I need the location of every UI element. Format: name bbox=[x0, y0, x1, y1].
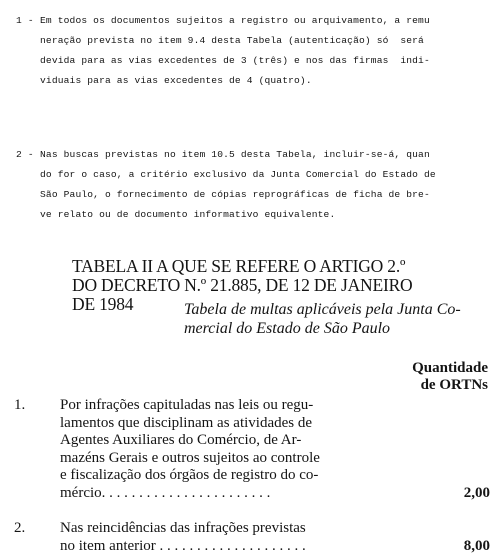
column-header bbox=[412, 360, 488, 394]
note-line: ve relato ou de documento informativo equivalente. bbox=[40, 209, 336, 220]
fine-item-1 bbox=[14, 397, 490, 502]
note-1 bbox=[16, 11, 484, 91]
item-line: Por infrações capituladas nas leis ou regu- bbox=[60, 397, 314, 413]
note-line: devida para as vias excedentes de 3 (três) e nos das firmas indi- bbox=[40, 55, 430, 66]
fine-item-2 bbox=[14, 520, 490, 555]
note-number: 1 - bbox=[16, 15, 34, 26]
item-number: 2. bbox=[14, 520, 26, 536]
item-value: 2,00 bbox=[463, 484, 490, 501]
heading-line: DO DECRETO N.º 21.885, DE 12 DE JANEIRO bbox=[72, 275, 413, 295]
column-header-line: Quantidade bbox=[412, 360, 488, 376]
heading-line: TABELA II A QUE SE REFERE O ARTIGO 2.º bbox=[72, 256, 406, 276]
subtitle-line: Tabela de multas aplicáveis pela Junta Co- bbox=[184, 301, 461, 318]
item-line: Agentes Auxiliares do Comércio, de Ar- bbox=[60, 432, 302, 448]
subtitle-line: mercial do Estado de São Paulo bbox=[184, 320, 391, 337]
item-description bbox=[60, 520, 390, 555]
item-value: 8,00 bbox=[463, 537, 490, 554]
note-line: neração prevista no item 9.4 desta Tabela (autenticação) só será bbox=[40, 35, 424, 46]
item-number: 1. bbox=[14, 397, 26, 413]
note-line: Nas buscas previstas no item 10.5 desta Tabela, incluir-se-á, quan bbox=[40, 149, 430, 160]
note-line: Em todos os documentos sujeitos a registro ou arquivamento, a remu bbox=[40, 15, 430, 26]
item-line: no item anterior . . . . . . . . . . . . . . . . . . . . bbox=[60, 537, 306, 554]
item-line: Nas reincidências das infrações previstas bbox=[60, 520, 306, 536]
note-2 bbox=[16, 145, 484, 225]
item-description bbox=[60, 397, 390, 502]
table-subtitle bbox=[184, 300, 488, 338]
item-line: mazéns Gerais e outros sujeitos ao controle bbox=[60, 449, 320, 466]
note-line: do for o caso, a critério exclusivo da Junta Comercial do Estado de bbox=[40, 169, 436, 180]
item-line: e fiscalização dos órgãos de registro do co- bbox=[60, 467, 319, 483]
item-line: lamentos que disciplinam as atividades de bbox=[60, 414, 313, 431]
heading-line: DE 1984 bbox=[72, 294, 134, 314]
note-line: viduais para as vias excedentes de 4 (quatro). bbox=[40, 75, 312, 86]
note-line: São Paulo, o fornecimento de cópias reprográficas de ficha de bre- bbox=[40, 189, 430, 200]
column-header-line: de ORTNs bbox=[420, 377, 488, 393]
item-line: mércio. . . . . . . . . . . . . . . . . . . . . . . bbox=[60, 484, 271, 501]
note-number: 2 - bbox=[16, 149, 34, 160]
